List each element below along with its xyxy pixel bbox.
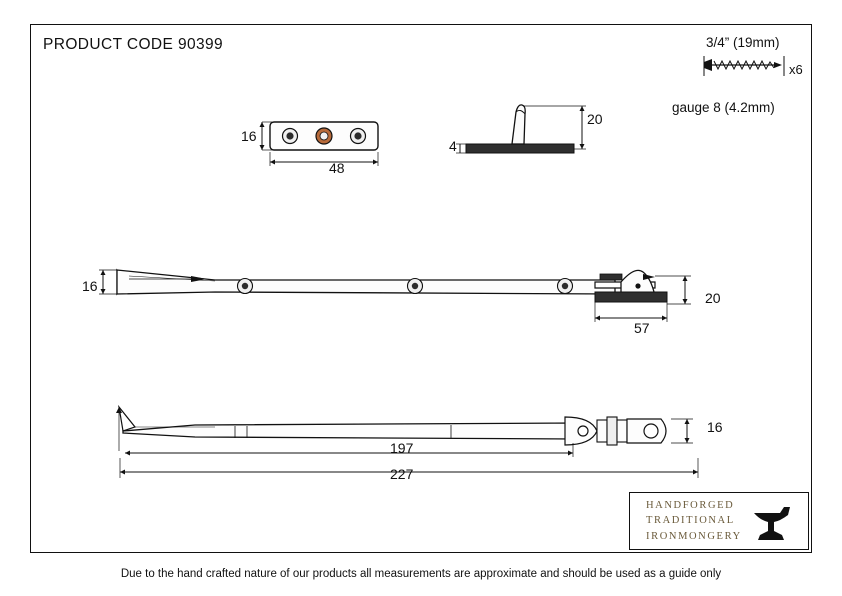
screw-length-label: 3/4” (19mm) (706, 35, 780, 50)
side-bracket-width-label: 57 (634, 320, 650, 336)
page-title: PRODUCT CODE 90399 (43, 36, 224, 53)
footer-note: Due to the hand crafted nature of our products all measurements are approximate and should be used as a guide only (120, 568, 722, 580)
side-elevation-view (95, 252, 715, 342)
screw-illustration (700, 54, 790, 80)
brand-logo-box (629, 492, 809, 550)
pin-thickness-label: 4 (449, 138, 457, 154)
plate-height-label: 16 (241, 128, 257, 144)
pin-height-label: 20 (587, 111, 603, 127)
plan-inner-length-label: 197 (390, 440, 414, 456)
plate-detail-view (240, 110, 420, 190)
side-bracket-height-label: 20 (705, 290, 721, 306)
plate-width-label: 48 (329, 160, 345, 176)
overall-length-dimension (110, 456, 720, 486)
anvil-icon (750, 501, 794, 543)
brand-logo-text (646, 498, 742, 544)
plan-overall-length-label: 227 (390, 466, 414, 482)
plan-width-label: 16 (707, 419, 723, 435)
brand-line-3: IRONMONGERY (646, 530, 742, 542)
side-arm-height-label: 16 (82, 278, 98, 294)
brand-line-2: TRADITIONAL (646, 515, 735, 527)
pin-detail-view (450, 92, 610, 172)
brand-line-1: HANDFORGED (646, 500, 735, 512)
screw-quantity-label: x6 (789, 62, 803, 77)
screw-gauge-label: gauge 8 (4.2mm) (672, 100, 775, 115)
